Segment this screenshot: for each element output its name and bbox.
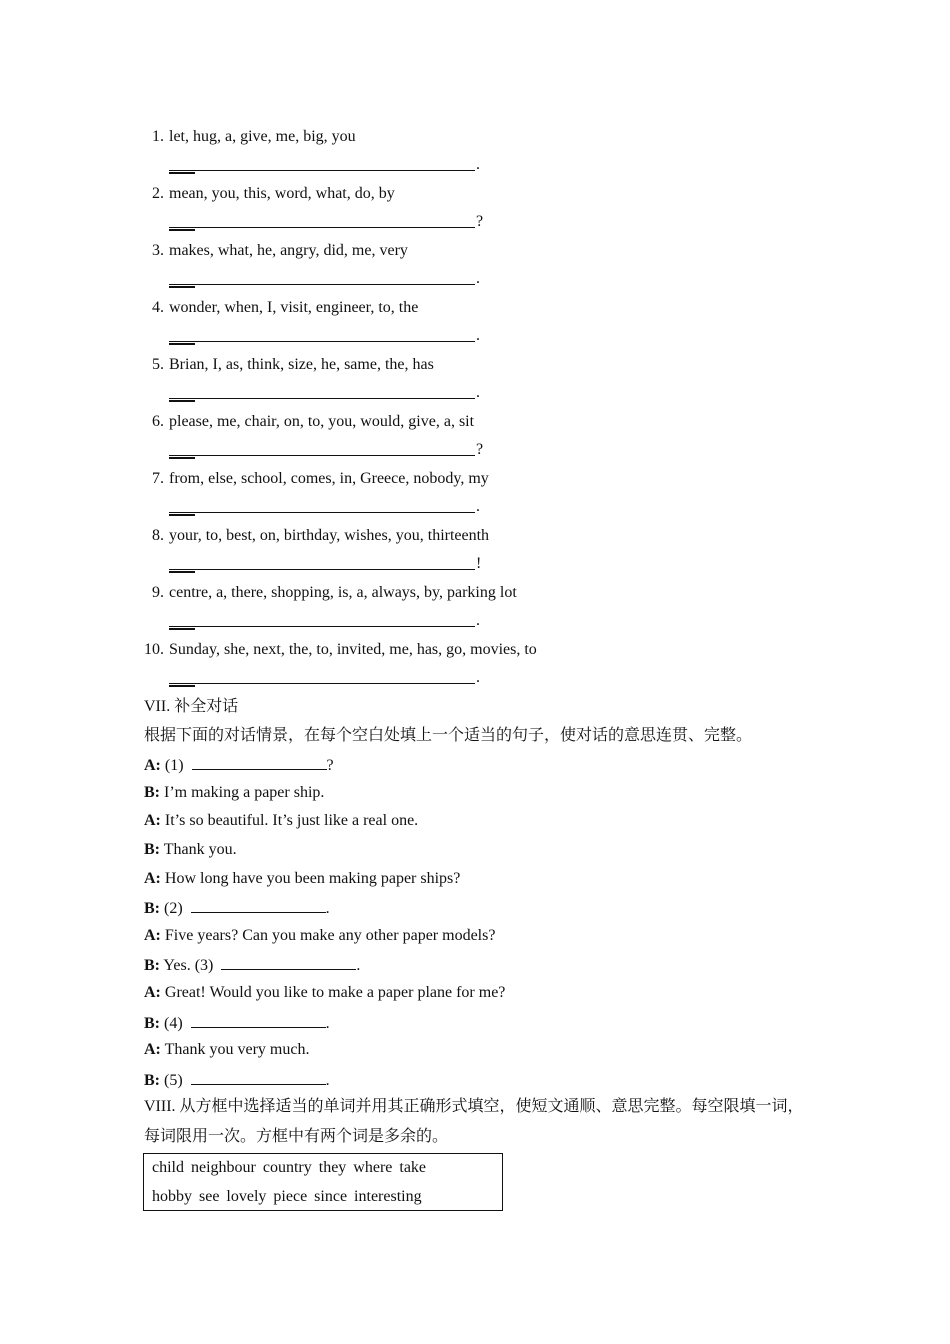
answer-blank[interactable]	[221, 954, 356, 970]
item-number: 8.	[152, 527, 164, 544]
item-words: please, me, chair, on, to, you, would, give, a, sit	[169, 413, 475, 430]
answer-blank[interactable]: ?	[169, 213, 499, 233]
word-bank-box	[143, 1153, 503, 1211]
section-heading: VIII. 从方框中选择适当的单词并用其正确形式填空，使短文通顺、意思完整。每空限填一词，	[144, 1098, 804, 1115]
item-words: Sunday, she, next, the, to, invited, me, has, go, movies, to	[169, 641, 537, 658]
answer-blank[interactable]: ?	[169, 441, 499, 461]
item-number: 7.	[152, 470, 164, 487]
item-number: 6.	[152, 413, 164, 430]
item-words: makes, what, he, angry, did, me, very	[169, 242, 408, 259]
dialogue-line: A: Great! Would you like to make a paper plane for me?	[144, 984, 506, 1001]
speaker-label: A:	[144, 870, 161, 887]
speaker-label: A:	[144, 757, 161, 774]
item-words: from, else, school, comes, in, Greece, nobody, my	[169, 470, 489, 487]
item-words: mean, you, this, word, what, do, by	[169, 185, 395, 202]
answer-blank[interactable]	[191, 897, 326, 913]
dialogue-line: B: (2) .	[144, 897, 330, 919]
item-words: wonder, when, I, visit, engineer, to, the	[169, 299, 419, 316]
speaker-label: B:	[144, 841, 160, 858]
item-number: 10.	[144, 641, 164, 658]
dialogue-line: A: (1) ?	[144, 754, 334, 776]
dialogue-line: A: It’s so beautiful. It’s just like a real one.	[144, 812, 419, 829]
word-bank-row: child neighbour country they where take	[152, 1159, 427, 1176]
item-number: 5.	[152, 356, 164, 373]
section-heading-continued: 每词限用一次。方框中有两个词是多余的。	[144, 1128, 449, 1145]
item-number: 9.	[152, 584, 164, 601]
item-number: 4.	[152, 299, 164, 316]
speaker-label: B:	[144, 957, 160, 974]
speaker-label: A:	[144, 1041, 161, 1058]
item-words: your, to, best, on, birthday, wishes, you, thirteenth	[169, 527, 490, 544]
dialogue-line: B: Thank you.	[144, 841, 237, 858]
speaker-label: A:	[144, 984, 161, 1001]
section-heading: VII. 补全对话	[144, 698, 239, 715]
dialogue-line: B: Yes. (3) .	[144, 954, 360, 976]
answer-blank[interactable]: !	[169, 555, 499, 575]
item-number: 3.	[152, 242, 164, 259]
answer-blank[interactable]: .	[169, 156, 499, 176]
item-words: let, hug, a, give, me, big, you	[169, 128, 356, 145]
answer-blank[interactable]: .	[169, 270, 499, 290]
speaker-label: B:	[144, 1072, 160, 1089]
dialogue-line: B: I’m making a paper ship.	[144, 784, 325, 801]
dialogue-line: A: Thank you very much.	[144, 1041, 310, 1058]
dialogue-line: B: (5) .	[144, 1069, 330, 1091]
dialogue-line: B: (4) .	[144, 1012, 330, 1034]
word-bank-row: hobby see lovely piece since interesting	[152, 1188, 422, 1205]
answer-blank[interactable]	[191, 1012, 326, 1028]
answer-blank[interactable]: .	[169, 327, 499, 347]
item-words: centre, a, there, shopping, is, a, always, by, parking lot	[169, 584, 517, 601]
answer-blank[interactable]	[191, 1069, 326, 1085]
item-words: Brian, I, as, think, size, he, same, the, has	[169, 356, 434, 373]
answer-blank[interactable]: .	[169, 498, 499, 518]
dialogue-line: A: How long have you been making paper ships?	[144, 870, 461, 887]
speaker-label: B:	[144, 784, 160, 801]
item-number: 1.	[152, 128, 164, 145]
speaker-label: A:	[144, 812, 161, 829]
item-number: 2.	[152, 185, 164, 202]
speaker-label: A:	[144, 927, 161, 944]
answer-blank[interactable]: .	[169, 612, 499, 632]
answer-blank[interactable]: .	[169, 384, 499, 404]
answer-blank[interactable]: .	[169, 669, 499, 689]
speaker-label: B:	[144, 1015, 160, 1032]
speaker-label: B:	[144, 900, 160, 917]
section-instruction: 根据下面的对话情景，在每个空白处填上一个适当的句子，使对话的意思连贯、完整。	[144, 727, 753, 744]
answer-blank[interactable]	[192, 754, 327, 770]
dialogue-line: A: Five years? Can you make any other paper models?	[144, 927, 496, 944]
